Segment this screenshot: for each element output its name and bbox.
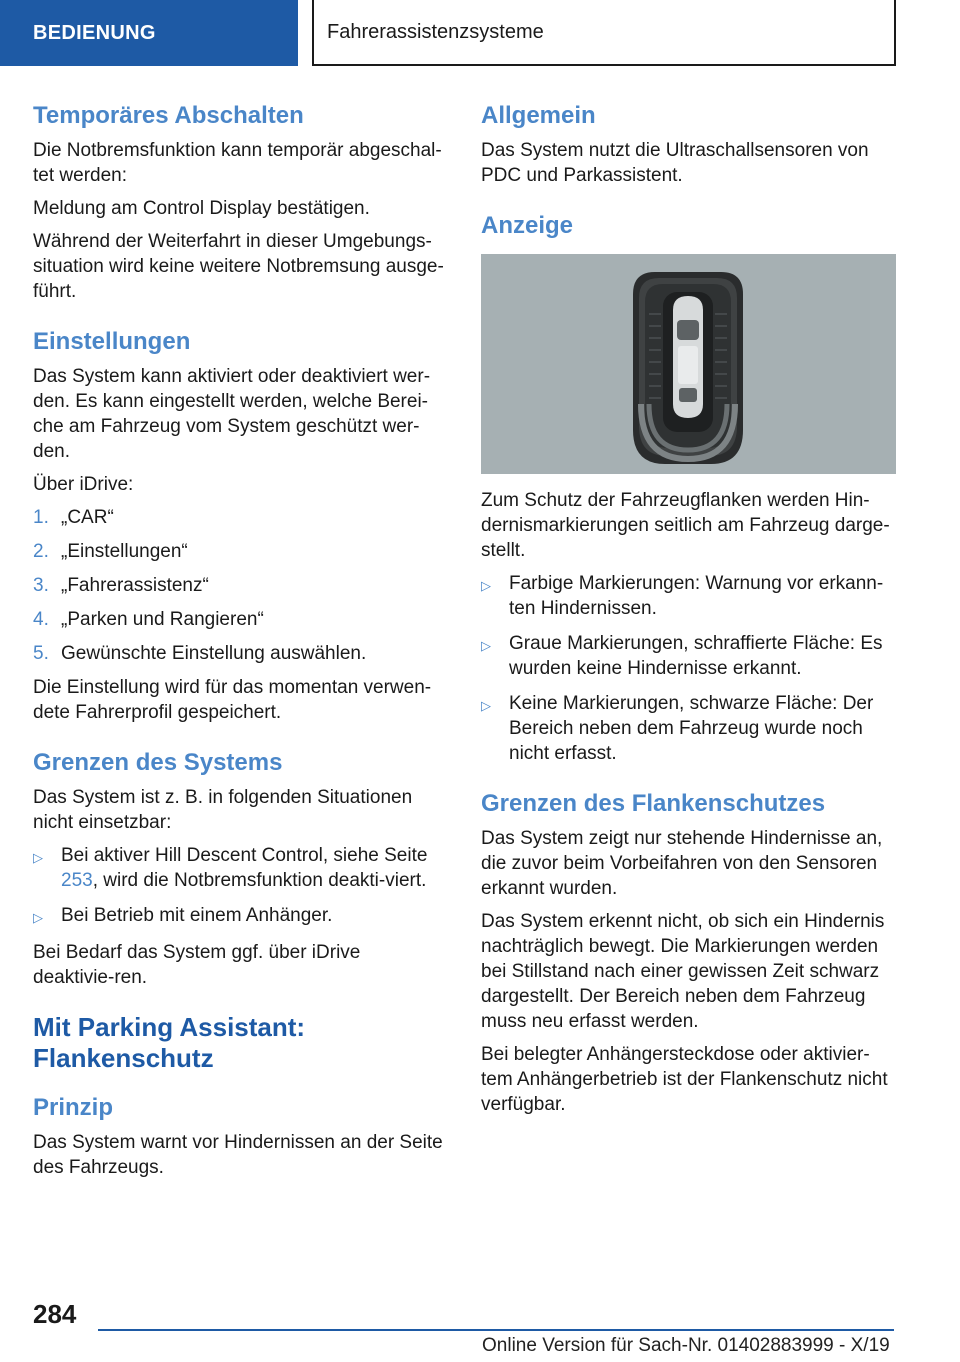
list-item xyxy=(33,843,446,893)
list-item xyxy=(33,505,446,530)
triangle-bullet-icon: ▷ xyxy=(481,698,491,713)
steps-list xyxy=(33,505,446,666)
parking-display-illustration xyxy=(481,254,896,474)
step-text: „CAR“ xyxy=(61,507,114,528)
paragraph: Das System ist z. B. in folgenden Situationen nicht einsetzbar: xyxy=(33,787,413,833)
step-number: 3. xyxy=(33,575,49,596)
list-item xyxy=(33,641,446,666)
step-number: 5. xyxy=(33,643,49,664)
paragraph: Während der Weiterfahrt in dieser Umgebungs-situation wird keine weitere Notbremsung ausge-führt. xyxy=(33,231,444,302)
heading-grenzen-des-flankenschutzes: Grenzen des Flankenschutzes xyxy=(481,790,826,817)
paragraph: Das System zeigt nur stehende Hindernisse an, die zuvor beim Vorbeifahren von den Sensoren erkannt wurden. xyxy=(481,828,883,899)
left-column xyxy=(33,100,446,1202)
paragraph: Meldung am Control Display bestätigen. xyxy=(33,198,370,219)
chapter-header xyxy=(312,0,896,66)
heading-anzeige: Anzeige xyxy=(481,212,574,239)
step-text: Gewünschte Einstellung auswählen. xyxy=(61,643,367,664)
car-top-view-icon xyxy=(481,254,896,474)
paragraph: Über iDrive: xyxy=(33,474,134,495)
bullet-text: Keine Markierungen, schwarze Fläche: Der Bereich neben dem Fahrzeug wurde noch nicht erfasst. xyxy=(509,693,874,764)
bullet-text: Graue Markierungen, schraffierte Fläche: Es wurden keine Hindernisse erkannt. xyxy=(509,633,883,679)
list-item xyxy=(481,691,894,766)
online-version-note: Online Version für Sach-Nr. 01402883999 - X/19 xyxy=(482,1335,890,1356)
page-number: 284 xyxy=(33,1299,77,1329)
list-item xyxy=(33,903,446,930)
section-grenzen-des-flankenschutzes xyxy=(481,788,894,1117)
section-parking-assistant xyxy=(33,1012,446,1180)
bullet-text-pre: Bei aktiver Hill Descent Control, siehe Seite xyxy=(61,845,428,866)
triangle-bullet-icon: ▷ xyxy=(33,910,43,925)
list-item xyxy=(33,539,446,564)
step-number: 4. xyxy=(33,609,49,630)
triangle-bullet-icon: ▷ xyxy=(481,638,491,653)
paragraph: Die Notbremsfunktion kann temporär abgeschal-tet werden: xyxy=(33,140,442,186)
bullet-list xyxy=(481,571,894,766)
heading-temporaeres-abschalten: Temporäres Abschalten xyxy=(33,102,304,129)
step-text: „Parken und Rangieren“ xyxy=(61,609,264,630)
heading-grenzen-des-systems: Grenzen des Systems xyxy=(33,749,283,776)
bullet-text-post: , wird die Notbremsfunktion deakti-viert. xyxy=(92,870,427,891)
section-label: BEDIENUNG xyxy=(33,21,156,44)
section-einstellungen xyxy=(33,326,446,725)
step-number: 2. xyxy=(33,541,49,562)
paragraph: Bei belegter Anhängersteckdose oder aktivier-tem Anhängerbetrieb ist der Flankenschutz nicht verfügbar. xyxy=(481,1044,888,1115)
list-item xyxy=(33,607,446,632)
heading-allgemein: Allgemein xyxy=(481,102,596,129)
list-item xyxy=(481,571,894,621)
section-grenzen-des-systems xyxy=(33,747,446,990)
page-reference-link[interactable]: 253 xyxy=(61,870,93,891)
paragraph: Zum Schutz der Fahrzeugflanken werden Hin-dernismarkierungen seitlich am Fahrzeug darge-stellt. xyxy=(481,490,890,561)
bullet-text xyxy=(61,843,446,893)
bullet-text: Bei Betrieb mit einem Anhänger. xyxy=(61,905,333,926)
step-number: 1. xyxy=(33,507,49,528)
step-text: „Einstellungen“ xyxy=(61,541,188,562)
heading-prinzip: Prinzip xyxy=(33,1094,114,1121)
chapter-label: Fahrerassistenzsysteme xyxy=(327,20,544,43)
list-item xyxy=(33,573,446,598)
paragraph: Das System kann aktiviert oder deaktiviert wer-den. Es kann eingestellt werden, welche Berei-che am Fahrzeug vom System geschützt wer-den. xyxy=(33,366,431,462)
paragraph: Das System warnt vor Hindernissen an der Seite des Fahrzeugs. xyxy=(33,1132,443,1178)
bullet-text: Farbige Markierungen: Warnung vor erkann-ten Hindernissen. xyxy=(509,573,884,619)
section-tab xyxy=(0,0,298,66)
list-item xyxy=(481,631,894,681)
step-text: „Fahrerassistenz“ xyxy=(61,575,209,596)
paragraph: Die Einstellung wird für das momentan verwen-dete Fahrerprofil gespeichert. xyxy=(33,677,432,723)
paragraph: Das System erkennt nicht, ob sich ein Hindernis nachträglich bewegt. Die Markierungen werden bei Stillstand nach einer gewissen Zeit schwarz dargestellt. Der Bereich neben dem Fahrzeug muss neu erfasst werden. xyxy=(481,911,885,1032)
heading-einstellungen: Einstellungen xyxy=(33,328,191,355)
section-anzeige xyxy=(481,210,894,766)
triangle-bullet-icon: ▷ xyxy=(481,578,491,593)
footer-divider xyxy=(98,1329,894,1331)
paragraph: Das System nutzt die Ultraschallsensoren von PDC und Parkassistent. xyxy=(481,140,869,186)
paragraph: Bei Bedarf das System ggf. über iDrive deaktivie-ren. xyxy=(33,942,361,988)
bullet-list xyxy=(33,843,446,930)
section-allgemein xyxy=(481,100,894,188)
right-column xyxy=(481,100,894,1139)
heading-parking-assistant: Mit Parking Assistant: Flankenschutz xyxy=(33,1012,306,1073)
section-temporaeres-abschalten xyxy=(33,100,446,304)
triangle-bullet-icon: ▷ xyxy=(33,850,43,865)
